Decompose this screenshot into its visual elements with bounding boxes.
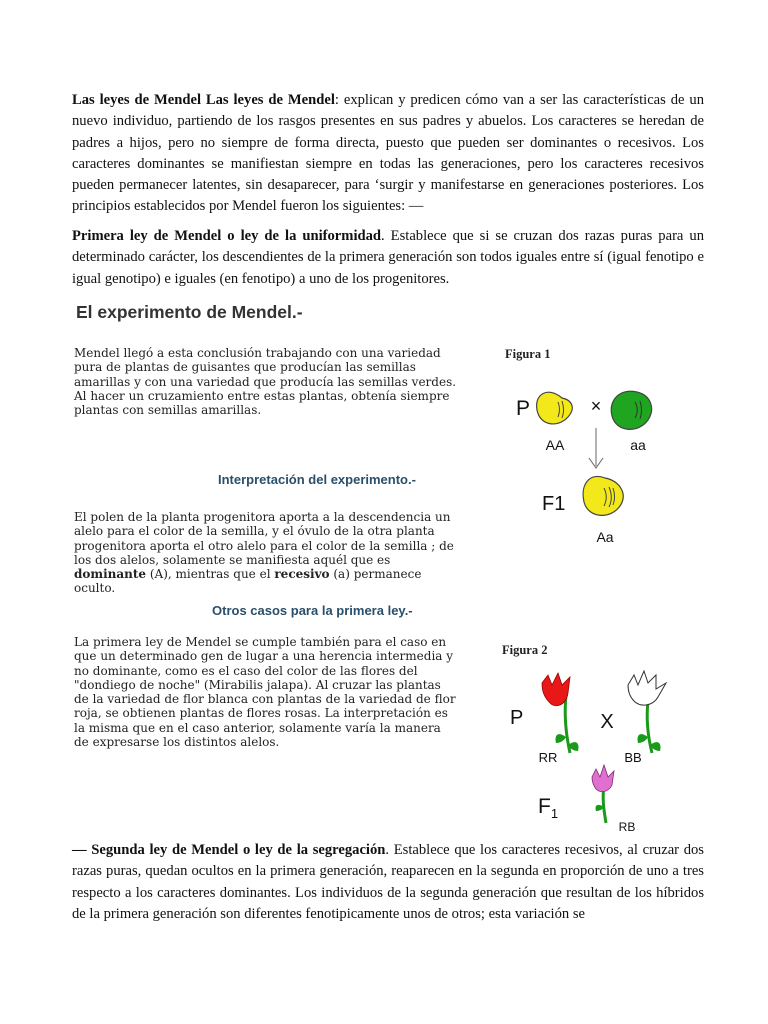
fig2-p-label: P <box>510 707 524 729</box>
experiment-text: Mendel llegó a esta conclusión trabajando con una variedad pura de plantas de guisantes que producían las semillas amarillas y con una variedad que producía las semillas verdes. Al hacer un cruzamiento entre estas plantas, obtenía siempre plantas con semillas amarillas. <box>74 346 457 418</box>
interp-dominante: dominante <box>74 567 147 582</box>
intro-title: Las leyes de Mendel Las leyes de Mendel <box>72 92 335 108</box>
interpretation-heading: Interpretación del experimento.- <box>218 472 416 487</box>
primera-ley-title: Primera ley de Mendel o ley de la uniformidad <box>72 228 382 244</box>
segunda-ley-paragraph <box>72 840 704 925</box>
interpretation-text <box>74 510 458 596</box>
intro-paragraph <box>72 90 704 218</box>
fig2-f1-label <box>538 795 558 821</box>
pink-flower-icon <box>592 765 614 823</box>
experiment-heading: El experimento de Mendel.- <box>76 302 303 322</box>
primera-ley-text: . Establece que si se cruzan dos razas puras para un determinado carácter, los descendientes de la primera generación son todos iguales entre sí (igual fenotipo e igual genotipo) e iguales (en fenotipo) a uno de los progenitores. <box>72 228 704 287</box>
interp-recesivo: recesivo <box>274 567 330 582</box>
figura-1-caption: Figura 1 <box>505 347 551 361</box>
white-flower-icon <box>628 671 666 753</box>
fig1-p-label: P <box>516 397 531 420</box>
otros-casos-text: La primera ley de Mendel se cumple también para el caso en que un determinado gen de lugar a una herencia intermedia y no dominante, como es el caso del color de las flores del "dondiego de noche" (Mirabilis jalapa). Al cruzar las plantas de la variedad de flor blanca con plantas de la variedad de flor roja, se obtienen plantas de flores rosas. La interpretación es la misma que en el caso anterior, solamente varía la manera de expresarse los distintos alelos. <box>74 635 456 750</box>
interp-text-after: (a) permanece oculto. <box>74 567 422 596</box>
figura-2-caption: Figura 2 <box>502 643 548 657</box>
primera-ley-paragraph <box>72 226 704 290</box>
figura-1-diagram <box>500 370 670 550</box>
interp-text-before: El polen de la planta progenitora aporta a la descendencia un alelo para el color de la semilla, y el óvulo de la otra planta progenitora aporta el otro alelo para el color de la semilla ; de los dos alelos, solamente se manifiesta aquél que es <box>74 510 454 567</box>
fig2-cross-sign: X <box>600 711 614 733</box>
otros-casos-heading: Otros casos para la primera ley.- <box>212 603 413 618</box>
down-arrow-icon <box>589 428 603 468</box>
intro-text: : explican y predicen cómo van a ser las características de un nuevo individuo, partiendo de los rasgos presentes en sus padres y abuelos. Los caracteres se heredan de padres a hijos, pero no siempre de forma directa, puesto que pueden ser dominantes o recesivos. Los caracteres dominantes se manifiestan siempre en todas las generaciones, pero los caracteres recesivos pueden permanecer latentes, sin desaparecer, para ‘surgir y manifestarse en generaciones posteriores. Los principios establecidos por Mendel fueron los siguientes: — <box>72 92 705 215</box>
red-flower-icon <box>542 673 579 753</box>
interp-text-mid: (A), mientras que el <box>146 567 275 582</box>
fig1-cross-sign: × <box>590 396 602 416</box>
figura-2-diagram <box>500 665 670 834</box>
fig2-f1-letter: F <box>538 795 551 818</box>
yellow-seed-icon <box>537 392 573 424</box>
fig2-f1-subscript: 1 <box>550 806 559 821</box>
fig2-left-genotype: RR <box>538 750 558 765</box>
fig1-f1-label: F1 <box>542 493 566 515</box>
fig1-left-genotype: AA <box>545 437 565 453</box>
fig2-f1-genotype: RB <box>618 820 636 834</box>
fig1-right-genotype: aa <box>630 437 646 453</box>
segunda-ley-title: — Segunda ley de Mendel o ley de la segregación <box>72 842 386 858</box>
segunda-ley-text: . Establece que los caracteres recesivos, al cruzar dos razas puras, quedan ocultos en la primera generación, reaparecen en la segunda en proporción de uno a tres respecto a los caracteres dominantes. Los individuos de la segunda generación que resultan de los híbridos de la primera generación son diferentes fenotipicamente unos de otros; esta variación se <box>72 842 704 922</box>
f1-yellow-seed-icon <box>583 476 623 515</box>
fig1-f1-genotype: Aa <box>596 529 614 545</box>
fig2-right-genotype: BB <box>624 750 642 765</box>
green-seed-icon <box>611 391 651 429</box>
